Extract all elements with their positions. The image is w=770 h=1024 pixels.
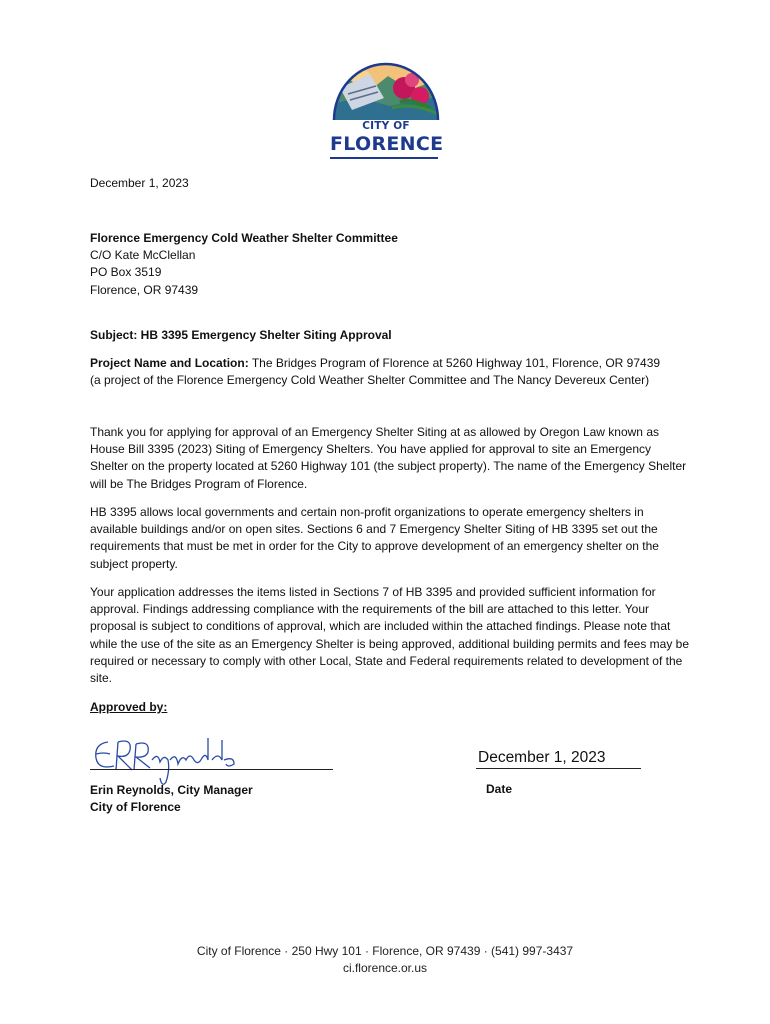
recipient-care-of: C/O Kate McClellan xyxy=(90,248,196,262)
project-line1: The Bridges Program of Florence at 5260 Highway 101, Florence, OR 97439 xyxy=(248,356,661,370)
recipient-org: Florence Emergency Cold Weather Shelter Committee xyxy=(90,231,398,245)
signer-org: City of Florence xyxy=(90,800,181,814)
logo-underline xyxy=(330,157,438,159)
signature-line xyxy=(90,769,333,770)
logo-city-of: CITY OF xyxy=(362,120,410,132)
signer-name: Erin Reynolds, City Manager xyxy=(90,783,253,797)
paragraph-2: HB 3395 allows local governments and certain non-profit organizations to operate emergency shelters in available buildings and/or on open sites. Sections 6 and 7 Emergency Shelter Siting of HB 3395 set out the requirements that must be met in order for the City to approve development of an emergency shelter on the subject property. xyxy=(90,505,659,571)
project-label: Project Name and Location: xyxy=(90,356,249,370)
city-seal-icon xyxy=(330,58,442,122)
signed-date: December 1, 2023 xyxy=(478,749,606,766)
project-line2: (a project of the Florence Emergency Cold Weather Shelter Committee and The Nancy Devereux Center) xyxy=(90,373,650,388)
letter-date: December 1, 2023 xyxy=(90,176,189,190)
paragraph-3: Your application addresses the items listed in Sections 7 of HB 3395 and provided sufficient information for approval. Findings addressing compliance with the requirements of the bill are attached to this letter. Your proposal is subject to conditions of approval, which are included within the attached findings. Please note that while the use of the site as an Emergency Shelter is being approved, additional building permits and fees may be required or necessary to comply with other Local, State and Federal requirements related to development of the site. xyxy=(90,585,690,686)
approved-by-label: Approved by: xyxy=(90,700,168,714)
project-block xyxy=(90,355,690,389)
logo-florence: FLORENCE xyxy=(330,133,444,155)
footer-website: ci.florence.or.us xyxy=(342,961,428,975)
subject-line: Subject: HB 3395 Emergency Shelter Siting Approval xyxy=(90,328,392,342)
signature-image xyxy=(88,730,258,788)
city-logo xyxy=(330,58,442,162)
paragraph-1: Thank you for applying for approval of an Emergency Shelter Siting at as allowed by Oregon Law known as House Bill 3395 (2023) Siting of Emergency Shelters. You have applied for approval to site an Emergency Shelter on the property located at 5260 Highway 101 (the subject property). The name of the Emergency Shelter will be The Bridges Program of Florence. xyxy=(90,425,687,491)
date-line xyxy=(476,768,641,769)
footer-address: City of Florence · 250 Hwy 101 · Florence, OR 97439 · (541) 997-3437 xyxy=(196,944,574,958)
recipient-city: Florence, OR 97439 xyxy=(90,283,199,297)
recipient-po-box: PO Box 3519 xyxy=(90,265,162,279)
date-label: Date xyxy=(486,782,513,796)
